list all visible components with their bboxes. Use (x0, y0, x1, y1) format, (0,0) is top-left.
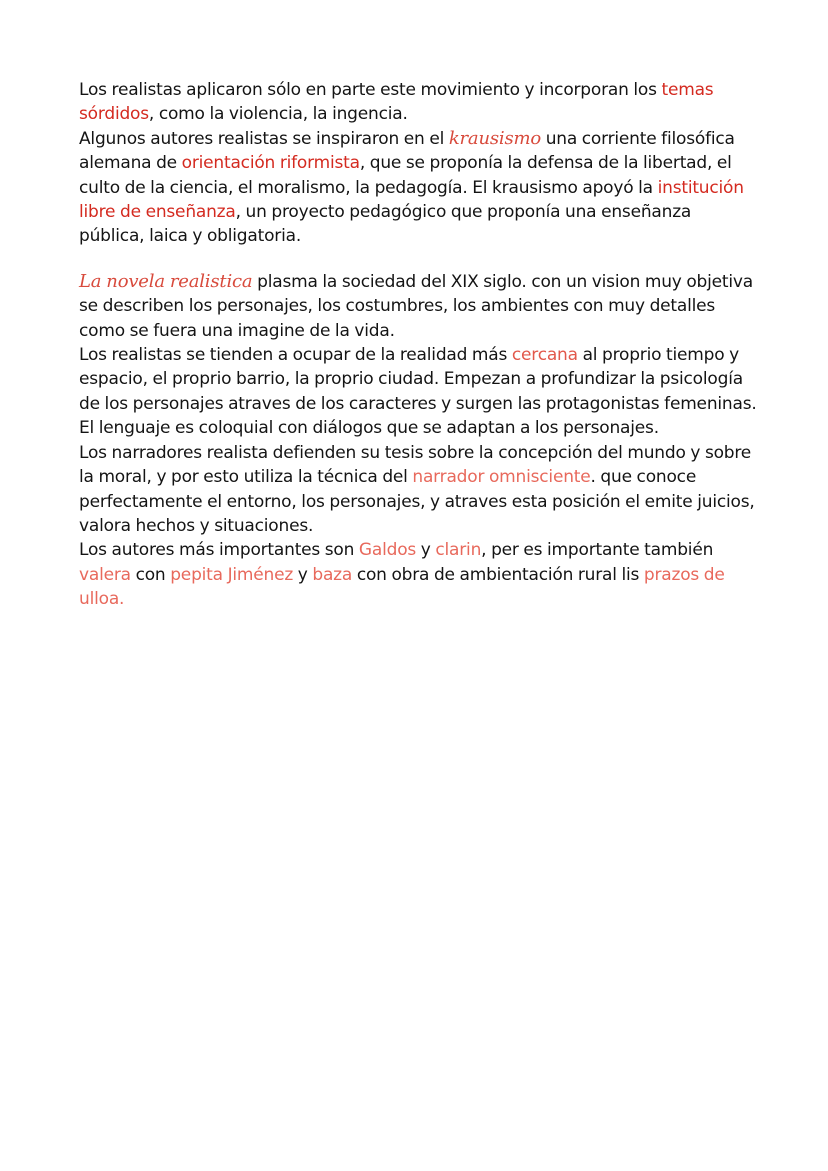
text: una corriente filosófica alemana de (79, 128, 735, 174)
highlight-institucion-libre: institución libre de enseñanza (79, 177, 744, 223)
text: y (416, 540, 436, 561)
text: , que se proponía la defensa de la libertad, el culto de la ciencia, el moralismo, la pedagogía. El krausismo apoyó la (79, 153, 732, 198)
text: Los narradores realista defienden su tesis sobre la concepción del mundo y sobre la moral, y por esto utiliza la técnica del (79, 442, 752, 488)
text: . que conoce perfectamente el entorno, los personajes, y atraves esta posición el emite juicios, valora hechos y situaciones. (79, 467, 755, 536)
text: y (293, 564, 313, 585)
document-page (79, 78, 759, 612)
highlight-galdos: Galdos (358, 540, 417, 561)
highlight-pepita-jimenez: pepita Jiménez (170, 564, 294, 585)
highlight-narrador-omnisciente: narrador omnisciente (412, 467, 591, 488)
text: . (119, 589, 125, 610)
text: al proprio tiempo y espacio, el proprio barrio, la proprio ciudad. Empezan a profundizar la psicología de los personajes atraves de los caracteres y surgen las protagonistas femeninas. El lenguaje es coloquial con diálogos que se adaptan a los personajes. (79, 345, 757, 439)
text: Los realistas se tienden a ocupar de la realidad más (79, 345, 512, 366)
highlight-orientacion-riformista: orientación riformista (181, 153, 360, 174)
paragraph-krausismo (79, 127, 759, 249)
highlight-krausismo: krausismo (448, 127, 541, 149)
paragraph-novela-realistica (79, 270, 759, 612)
highlight-clarin: clarin (435, 540, 482, 561)
text: Algunos autores realistas se inspiraron en el (79, 128, 449, 149)
text: con (130, 564, 171, 585)
heading-la-novela-realistica: La novela realistica (79, 270, 253, 292)
text: Los autores más importantes son (79, 540, 359, 561)
highlight-temas-sordidos: temas sórdidos (79, 80, 714, 125)
paragraph-realistas-intro (79, 78, 759, 127)
highlight-cercana: cercana (511, 345, 578, 366)
text: , como la violencia, la ingencia. (148, 104, 408, 125)
text: , per es importante también (481, 540, 714, 561)
text: Los realistas aplicaron sólo en parte este movimiento y incorporan los (79, 80, 662, 100)
text: plasma la sociedad del XIX siglo. con un vision muy objetiva se describen los personajes, los costumbres, los ambientes con muy detalles como se fuera una imagine de la vida. (79, 271, 753, 341)
highlight-valera: valera (79, 564, 131, 585)
text: con obra de ambientación rural lis (352, 564, 644, 585)
highlight-baza: baza (312, 564, 353, 585)
paragraph-gap (79, 249, 759, 270)
highlight-prazos-de-ulloa: prazos de ulloa (79, 564, 725, 610)
text: , un proyecto pedagógico que proponía una enseñanza pública, laica y obligatoria. (79, 202, 692, 247)
